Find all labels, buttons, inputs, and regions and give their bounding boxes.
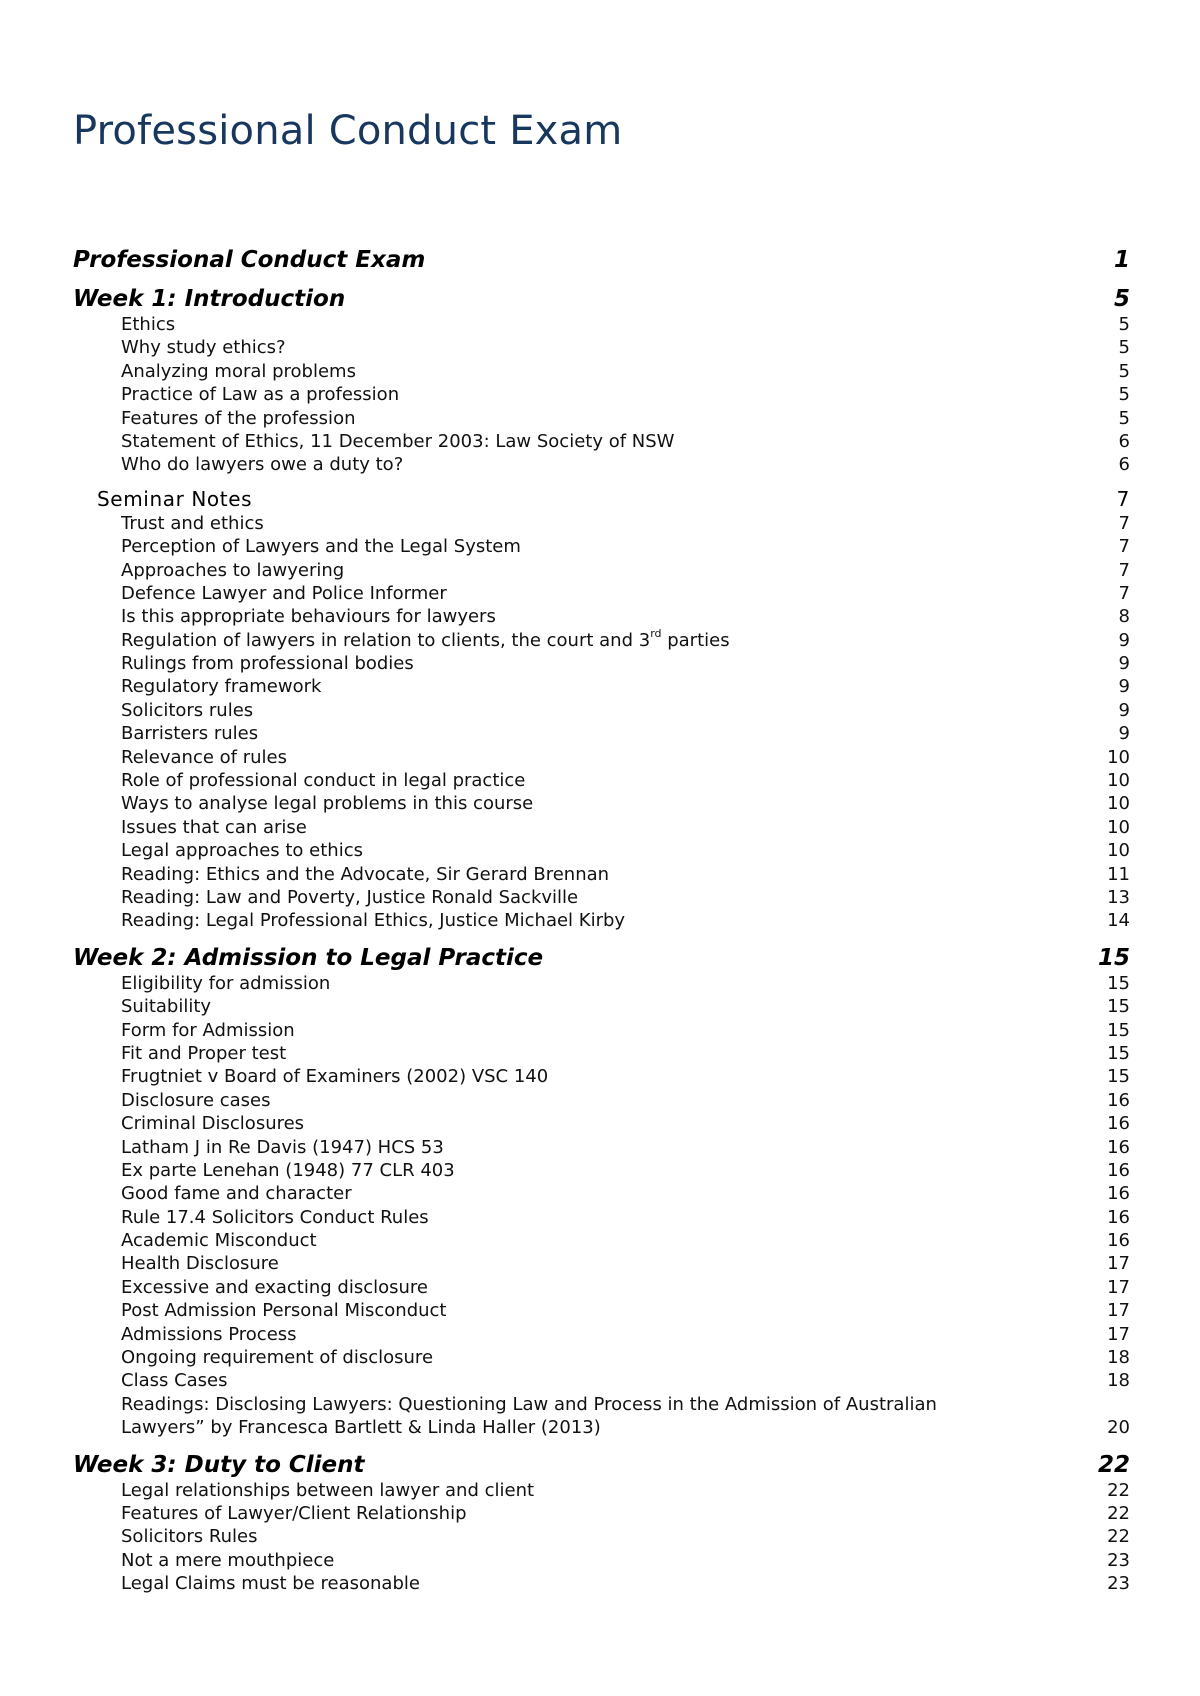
toc-heading-week-1[interactable]: Week 1: Introduction 5	[73, 286, 1130, 312]
toc-entry[interactable]: Not a mere mouthpiece 23	[121, 1549, 1130, 1571]
toc-entry[interactable]: Why study ethics? 5	[121, 337, 1130, 359]
toc-entry[interactable]: Criminal Disclosures 16	[121, 1113, 1130, 1135]
toc-entry[interactable]: Ethics 5	[121, 314, 1130, 335]
toc-entry[interactable]: Barristers rules 9	[121, 723, 1130, 745]
toc-entry[interactable]: Ongoing requirement of disclosure 18	[121, 1347, 1130, 1369]
toc-heading-week-3[interactable]: Week 3: Duty to Client 22	[73, 1451, 1130, 1478]
toc-entry[interactable]: Class Cases 18	[121, 1370, 1130, 1392]
toc-entry[interactable]: Rule 17.4 Solicitors Conduct Rules 16	[121, 1206, 1130, 1228]
toc-heading-week-2[interactable]: Week 2: Admission to Legal Practice 15	[73, 944, 1130, 971]
toc-entry-reading-line-2[interactable]: Lawyers” by Francesca Bartlett & Linda Haller (2013) 20	[121, 1417, 1130, 1439]
table-of-contents	[73, 246, 1130, 1596]
toc-entry[interactable]: Solicitors rules 9	[121, 699, 1130, 721]
toc-entry[interactable]: Legal Claims must be reasonable 23	[121, 1573, 1130, 1595]
toc-entry[interactable]: Is this appropriate behaviours for lawyers 8	[121, 606, 1130, 628]
toc-entry[interactable]: Approaches to lawyering 7	[121, 559, 1130, 581]
toc-entry[interactable]: Reading: Legal Professional Ethics, Justice Michael Kirby 14	[121, 910, 1130, 932]
toc-entry[interactable]: Perception of Lawyers and the Legal System 7	[121, 536, 1130, 558]
toc-entry[interactable]: Latham J in Re Davis (1947) HCS 53 16	[121, 1136, 1130, 1158]
toc-entry[interactable]: Ways to analyse legal problems in this course 10	[121, 793, 1130, 815]
toc-entry[interactable]: Reading: Law and Poverty, Justice Ronald Sackville 13	[121, 886, 1130, 908]
toc-entry[interactable]: Fit and Proper test 15	[121, 1042, 1130, 1064]
toc-entry[interactable]: Suitability 15	[121, 996, 1130, 1018]
toc-entry[interactable]: Admissions Process 17	[121, 1323, 1130, 1345]
toc-entry[interactable]: Eligibility for admission 15	[121, 972, 1130, 994]
toc-entry-title[interactable]: Professional Conduct Exam 1	[73, 247, 1130, 273]
toc-heading-seminar-notes[interactable]: Seminar Notes 7	[97, 486, 1130, 511]
toc-entry[interactable]: Statement of Ethics, 11 December 2003: Law Society of NSW 6	[121, 430, 1130, 452]
toc-entry[interactable]: Post Admission Personal Misconduct 17	[121, 1300, 1130, 1322]
toc-entry[interactable]: Form for Admission 15	[121, 1019, 1130, 1041]
toc-entry[interactable]: Defence Lawyer and Police Informer 7	[121, 582, 1130, 604]
toc-entry[interactable]: Who do lawyers owe a duty to? 6	[121, 454, 1130, 476]
toc-entry[interactable]: Frugtniet v Board of Examiners (2002) VSC 140 15	[121, 1066, 1130, 1088]
toc-entry[interactable]: Rulings from professional bodies 9	[121, 653, 1130, 675]
toc-entry[interactable]: Role of professional conduct in legal practice 10	[121, 770, 1130, 792]
toc-entry[interactable]: Trust and ethics 7	[121, 512, 1130, 534]
toc-entry[interactable]: Good fame and character 16	[121, 1183, 1130, 1205]
toc-entry[interactable]: Solicitors Rules 22	[121, 1526, 1130, 1548]
toc-entry[interactable]: Analyzing moral problems 5	[121, 360, 1130, 382]
toc-entry[interactable]: Ex parte Lenehan (1948) 77 CLR 403 16	[121, 1159, 1130, 1181]
toc-entry[interactable]: Legal approaches to ethics 10	[121, 840, 1130, 862]
toc-entry[interactable]: Regulation of lawyers in relation to clients, the court and 3rd parties 9	[121, 628, 1130, 651]
toc-entry[interactable]: Features of the profession 5	[121, 407, 1130, 429]
toc-entry[interactable]: Disclosure cases 16	[121, 1089, 1130, 1111]
toc-entry[interactable]: Practice of Law as a profession 5	[121, 384, 1130, 406]
toc-entry[interactable]: Health Disclosure 17	[121, 1253, 1130, 1275]
toc-entry[interactable]: Features of Lawyer/Client Relationship 22	[121, 1502, 1130, 1524]
toc-entry[interactable]: Relevance of rules 10	[121, 746, 1130, 768]
document-title: Professional Conduct Exam	[73, 108, 623, 154]
toc-entry[interactable]: Academic Misconduct 16	[121, 1230, 1130, 1252]
toc-entry[interactable]: Excessive and exacting disclosure 17	[121, 1276, 1130, 1298]
toc-entry[interactable]: Reading: Ethics and the Advocate, Sir Gerard Brennan 11	[121, 863, 1130, 885]
toc-entry[interactable]: Legal relationships between lawyer and client 22	[121, 1479, 1130, 1501]
toc-entry-reading-line-1[interactable]: Readings: Disclosing Lawyers: Questioning Law and Process in the Admission of Australian	[121, 1393, 937, 1415]
toc-entry[interactable]: Regulatory framework 9	[121, 676, 1130, 698]
toc-entry[interactable]: Issues that can arise 10	[121, 816, 1130, 838]
